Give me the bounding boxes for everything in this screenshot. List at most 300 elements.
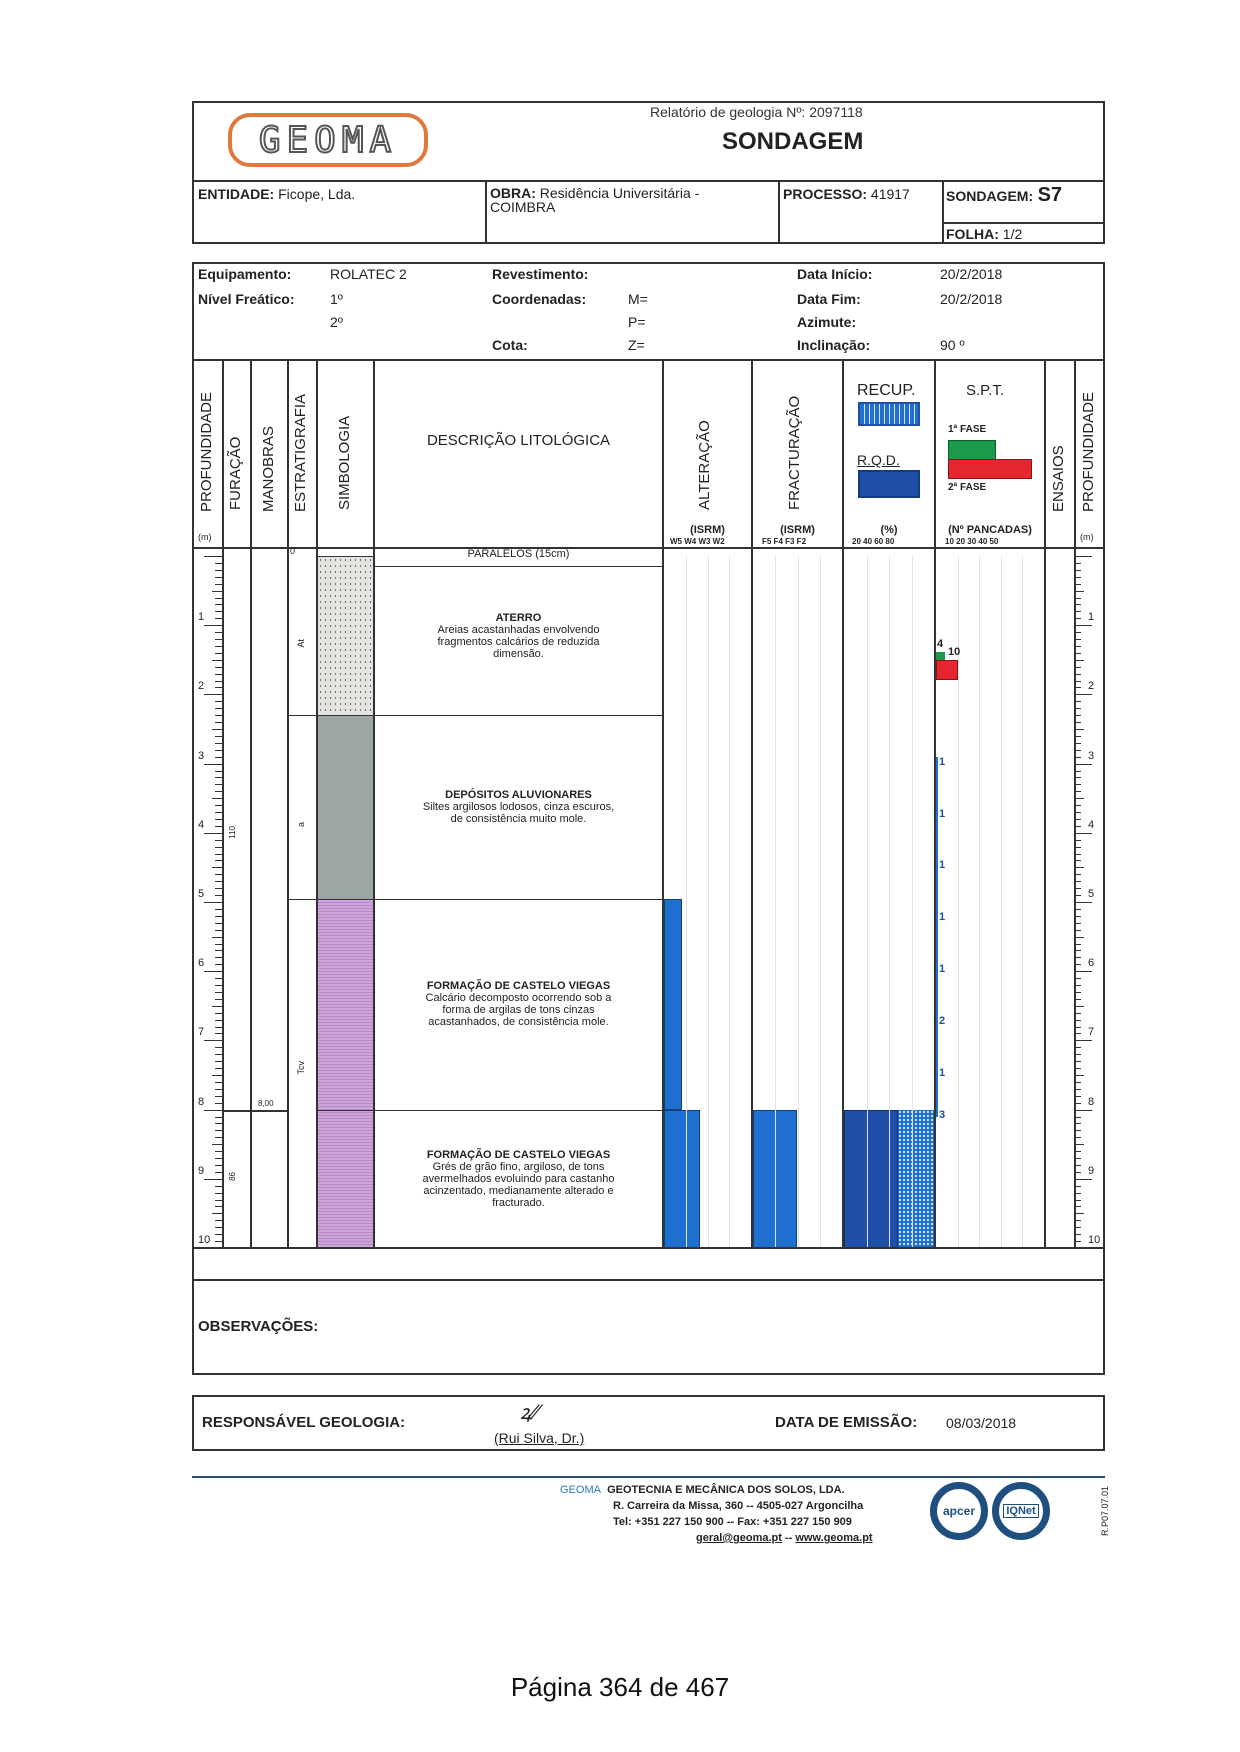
- page-number: Página 364 de 467: [510, 1672, 730, 1702]
- depth-tick: [215, 639, 222, 640]
- alteracao-unit: (ISRM): [690, 524, 725, 536]
- depth-tick: [1074, 944, 1081, 945]
- depth-tick: [215, 791, 222, 792]
- depth-label-left: 8: [198, 1095, 205, 1108]
- depth-tick: [1074, 1137, 1081, 1138]
- depth-tick: [215, 1082, 222, 1083]
- depth-tick: [1074, 1117, 1081, 1118]
- depth-tick: [215, 992, 222, 993]
- col-profundidade-unit: (m): [198, 532, 212, 542]
- depth-tick: [215, 1013, 222, 1014]
- layer-divider: [373, 1110, 662, 1111]
- depth-tick: [1074, 1027, 1081, 1028]
- depth-tick: [215, 895, 222, 896]
- signature: ꝝ⁄⁄: [520, 1400, 539, 1424]
- depth-tick: [1074, 1082, 1081, 1083]
- cell-divider: [942, 222, 1105, 224]
- depth-tick: [215, 1123, 222, 1124]
- footer-contacts: [696, 1532, 873, 1544]
- col-alteracao: ALTERAÇÃO: [696, 420, 713, 510]
- depth-tick: [204, 556, 222, 557]
- col-line: [222, 359, 224, 1248]
- chart-gridline: [867, 556, 868, 1248]
- spt-axis: [936, 757, 938, 1117]
- furacao-label: 86: [228, 1171, 237, 1181]
- cell-divider: [942, 180, 944, 244]
- layer-description-line: acinzentado, medianamente alterado e: [423, 1184, 614, 1197]
- strat-divider: [287, 899, 316, 900]
- depth-tick: [1074, 646, 1081, 647]
- layer-title: ATERRO: [495, 611, 542, 624]
- layer-description-line: acastanhados, de consistência mole.: [428, 1016, 609, 1029]
- depth-label-right: 3: [1088, 749, 1095, 762]
- depth-tick: [1074, 1047, 1081, 1048]
- depth-label-right: 9: [1088, 1164, 1095, 1177]
- depth-tick: [215, 1103, 222, 1104]
- depth-label-right: 2: [1088, 680, 1095, 693]
- footer-phone: Tel: +351 227 150 900 -- Fax: +351 227 150 909: [613, 1516, 852, 1528]
- depth-tick: [212, 729, 222, 730]
- depth-tick: [1074, 694, 1092, 695]
- depth-tick: [1074, 1068, 1081, 1069]
- depth-tick: [1074, 999, 1081, 1000]
- depth-tick: [215, 964, 222, 965]
- depth-tick: [212, 591, 222, 592]
- depth-tick: [1074, 777, 1081, 778]
- depth-tick: [215, 923, 222, 924]
- depth-tick: [215, 847, 222, 848]
- col-fracturacao: FRACTURAÇÃO: [786, 395, 803, 510]
- depth-tick: [215, 611, 222, 612]
- rqd-label: R.Q.D.: [857, 452, 900, 468]
- depth-tick: [215, 618, 222, 619]
- layer-description-line: Areias acastanhadas envolvendo: [437, 623, 600, 636]
- nivel-freatico-label: Nível Freático:: [198, 291, 295, 307]
- depth-tick: [1074, 860, 1081, 861]
- depth-tick: [1074, 971, 1092, 972]
- depth-tick: [215, 1151, 222, 1152]
- strat-divider: [287, 715, 316, 716]
- obra-value-1: Residência Universitária -: [539, 185, 700, 201]
- layer-description: [375, 1149, 662, 1209]
- depth-tick: [1074, 771, 1081, 772]
- layer-description-line: fracturado.: [492, 1196, 545, 1209]
- depth-tick: [215, 771, 222, 772]
- depth-tick: [204, 971, 222, 972]
- depth-tick: [1074, 639, 1081, 640]
- depth-tick: [215, 1033, 222, 1034]
- depth-tick: [1074, 722, 1081, 723]
- depth-tick: [215, 1220, 222, 1221]
- chart-gridline: [820, 556, 821, 1248]
- chart-gridline: [798, 556, 799, 1248]
- footer-website[interactable]: www.geoma.pt: [795, 1532, 873, 1544]
- depth-tick: [1074, 930, 1081, 931]
- iqnet-text: IQNet: [1003, 1504, 1038, 1518]
- depth-tick: [1074, 674, 1081, 675]
- layer-title: FORMAÇÃO DE CASTELO VIEGAS: [426, 1148, 611, 1161]
- depth-tick: [1074, 708, 1081, 709]
- depth-tick: [1074, 632, 1081, 633]
- depth-tick: [215, 1206, 222, 1207]
- alteracao-bar: [664, 1110, 700, 1248]
- cell-divider: [778, 180, 780, 244]
- depth-tick: [215, 860, 222, 861]
- depth-label-right: 5: [1088, 888, 1095, 900]
- azimute-label: Azimute:: [797, 314, 857, 330]
- layer-description-line: dimensão.: [493, 647, 544, 660]
- depth-tick: [215, 950, 222, 951]
- depth-tick: [212, 867, 222, 868]
- depth-label-right: 4: [1088, 818, 1095, 831]
- depth-tick: [215, 750, 222, 751]
- depth-tick: [215, 701, 222, 702]
- footer-company-name: GEOTECNIA E MECÂNICA DOS SOLOS, LDA.: [607, 1484, 845, 1496]
- spt-value: 1: [939, 963, 946, 976]
- depth-tick: [215, 888, 222, 889]
- footer-company: [560, 1484, 845, 1496]
- depth-tick: [1074, 916, 1081, 917]
- depth-tick: [215, 784, 222, 785]
- col-profundidade: PROFUNDIDADE: [198, 391, 215, 512]
- depth-tick: [215, 1186, 222, 1187]
- recup-label: RECUP.: [857, 382, 916, 399]
- depth-tick: [1074, 681, 1081, 682]
- chart-gridline: [708, 556, 709, 1248]
- depth-tick: [215, 1117, 222, 1118]
- depth-tick: [204, 625, 222, 626]
- obs-top-line: [192, 1279, 1105, 1281]
- depth-tick: [215, 653, 222, 654]
- depth-tick: [215, 840, 222, 841]
- depth-tick: [215, 632, 222, 633]
- depth-tick: [1074, 584, 1081, 585]
- col-profundidade-right-unit: (m): [1080, 532, 1094, 542]
- sondagem-value: S7: [1037, 184, 1063, 206]
- depth-tick: [1074, 964, 1081, 965]
- depth-tick: [1074, 598, 1081, 599]
- manobra-label: 8,00: [258, 1098, 274, 1108]
- depth-tick: [1074, 563, 1081, 564]
- depth-tick: [1074, 937, 1084, 938]
- symbology-layer: [318, 1110, 373, 1248]
- depth-tick: [1074, 1096, 1081, 1097]
- depth-tick: [215, 1054, 222, 1055]
- col-line: [250, 359, 252, 1248]
- fracturacao-unit: (ISRM): [780, 524, 815, 536]
- depth-label-right: 7: [1088, 1026, 1095, 1039]
- depth-tick: [215, 1137, 222, 1138]
- depth-tick: [215, 1096, 222, 1097]
- depth-tick: [215, 1227, 222, 1228]
- obra-label: OBRA:: [490, 185, 536, 201]
- depth-tick: [215, 819, 222, 820]
- signature-name: (Rui Silva, Dr.): [494, 1430, 585, 1446]
- depth-tick: [1074, 1213, 1084, 1214]
- depth-tick: [1074, 909, 1081, 910]
- depth-tick: [1074, 556, 1092, 557]
- layer-description: [375, 789, 662, 825]
- depth-tick: [215, 674, 222, 675]
- layer-description-line: de consistência muito mole.: [450, 812, 587, 825]
- depth-tick: [215, 1130, 222, 1131]
- depth-tick: [1074, 1006, 1084, 1007]
- depth-label-right: 8: [1088, 1095, 1095, 1108]
- rqd-legend-swatch: [858, 470, 920, 498]
- doc-code: R.P07.07.01: [1100, 1486, 1110, 1537]
- depth-tick: [1074, 1144, 1084, 1145]
- depth-tick: [1074, 1151, 1081, 1152]
- depth-tick: [215, 881, 222, 882]
- spt-fase1-label: 1ª FASE: [948, 424, 987, 435]
- spt-fase2-swatch: [948, 459, 1032, 479]
- depth-tick: [1074, 798, 1084, 799]
- col-descricao: DESCRIÇÃO LITOLÓGICA: [426, 432, 611, 449]
- chart-gridline: [729, 556, 730, 1248]
- layer-description-line: avermelhados evoluindo para castanho: [422, 1172, 615, 1185]
- apcer-cert-logo: [930, 1482, 988, 1540]
- symbology-layer: [318, 715, 373, 898]
- depth-tick: [215, 777, 222, 778]
- col-line: [1044, 359, 1046, 1248]
- header-divider: [192, 180, 1105, 182]
- depth-tick: [1074, 618, 1081, 619]
- recup-scale: 20 40 60 80: [852, 537, 895, 546]
- chart-gridline: [775, 556, 776, 1248]
- depth-tick: [1074, 992, 1081, 993]
- chart-gridline: [1022, 556, 1023, 1248]
- folha-label: FOLHA:: [946, 226, 999, 242]
- depth-tick: [204, 1110, 222, 1111]
- depth-tick: [1074, 867, 1084, 868]
- depth-tick: [1074, 1075, 1084, 1076]
- strat-label: At: [296, 639, 306, 648]
- coord-p: P=: [628, 314, 646, 330]
- info-divider: [192, 359, 1105, 361]
- sondagem-field: [946, 184, 1062, 207]
- depth-tick: [215, 1068, 222, 1069]
- depth-tick: [215, 715, 222, 716]
- depth-tick: [1074, 1061, 1081, 1062]
- depth-label-left: 9: [198, 1164, 205, 1177]
- depth-tick: [1074, 743, 1081, 744]
- depth-tick: [1074, 660, 1084, 661]
- equipamento-value: ROLATEC 2: [330, 266, 407, 282]
- depth-tick: [1074, 888, 1081, 889]
- depth-tick: [215, 743, 222, 744]
- depth-label-left: 5: [198, 888, 205, 900]
- iqnet-cert-logo: [992, 1482, 1050, 1540]
- data-emissao-value: 08/03/2018: [946, 1415, 1017, 1431]
- col-furacao: FURAÇÃO: [227, 436, 244, 510]
- observacoes-label: OBSERVAÇÕES:: [198, 1318, 319, 1335]
- depth-tick: [1074, 1220, 1081, 1221]
- equipamento-label: Equipamento:: [198, 266, 292, 282]
- depth-tick: [1074, 881, 1081, 882]
- depth-tick: [1074, 1241, 1081, 1242]
- depth-tick: [204, 1179, 222, 1180]
- chart-gridline: [979, 556, 980, 1248]
- depth-tick: [1074, 729, 1084, 730]
- nivel-2: 2º: [330, 314, 343, 330]
- depth-tick: [212, 1006, 222, 1007]
- col-simbologia: SIMBOLOGIA: [336, 415, 353, 510]
- layer-divider: [373, 899, 662, 900]
- depth-tick: [1074, 1179, 1092, 1180]
- depth-tick: [1074, 1200, 1081, 1201]
- depth-tick: [1074, 1165, 1081, 1166]
- depth-tick: [1074, 791, 1081, 792]
- footer-email[interactable]: geral@geoma.pt: [696, 1532, 782, 1544]
- depth-tick: [1074, 1158, 1081, 1159]
- layer-description-line: fragmentos calcários de reduzida: [437, 635, 600, 648]
- folha-field: [946, 226, 1022, 242]
- depth-tick: [215, 978, 222, 979]
- data-emissao-label: DATA DE EMISSÃO:: [775, 1414, 918, 1431]
- depth-tick: [215, 854, 222, 855]
- revestimento-label: Revestimento:: [492, 266, 589, 282]
- depth-tick: [1074, 570, 1081, 571]
- data-fim-label: Data Fim:: [797, 291, 861, 307]
- report-number: Relatório de geologia Nº: 2097118: [650, 104, 863, 120]
- spt-value: 3: [939, 1108, 946, 1121]
- depth-label-right: 1: [1088, 611, 1095, 624]
- depth-tick: [212, 1144, 222, 1145]
- depth-tick: [215, 1089, 222, 1090]
- depth-tick: [215, 1241, 222, 1242]
- depth-tick: [1074, 750, 1081, 751]
- depth-label-left: 7: [198, 1026, 205, 1039]
- depth-label-left: 4: [198, 818, 205, 831]
- depth-tick: [1074, 805, 1081, 806]
- depth-tick: [215, 563, 222, 564]
- layer-title: DEPÓSITOS ALUVIONARES: [445, 788, 592, 801]
- depth-tick: [1074, 715, 1081, 716]
- footer-line: [192, 1476, 1105, 1478]
- depth-tick: [215, 681, 222, 682]
- paralelos-label: PARALELOS (15cm): [375, 548, 662, 567]
- depth-label-left: 3: [198, 749, 205, 762]
- depth-tick: [215, 874, 222, 875]
- recup-legend-swatch: [858, 402, 920, 426]
- depth-tick: [215, 944, 222, 945]
- depth-tick: [1074, 667, 1081, 668]
- footer-address: R. Carreira da Missa, 360 -- 4505-027 Argoncilha: [613, 1500, 864, 1512]
- apcer-text: apcer: [942, 1504, 976, 1518]
- depth-tick: [215, 667, 222, 668]
- spt-value: 1: [939, 755, 946, 768]
- depth-tick: [1074, 847, 1081, 848]
- depth-tick: [1074, 950, 1081, 951]
- page-title: SONDAGEM: [722, 128, 864, 155]
- col-estratigrafia: ESTRATIGRAFIA: [292, 393, 309, 512]
- depth-tick: [215, 722, 222, 723]
- depth-tick: [1074, 923, 1081, 924]
- depth-tick: [1074, 874, 1081, 875]
- layer-description: [375, 612, 662, 660]
- spt-scale: 10 20 30 40 50: [945, 537, 999, 546]
- footer-brand: GEOMA: [560, 1484, 601, 1496]
- logo-text: GEOMA: [258, 119, 398, 161]
- depth-tick: [1074, 902, 1092, 903]
- depth-tick: [1074, 604, 1081, 605]
- depth-tick: [1074, 1130, 1081, 1131]
- obra-field: [490, 186, 699, 214]
- depth-tick: [215, 985, 222, 986]
- depth-tick: [215, 930, 222, 931]
- depth-tick: [215, 999, 222, 1000]
- depth-tick: [215, 1193, 222, 1194]
- depth-tick: [215, 1158, 222, 1159]
- depth-tick: [215, 909, 222, 910]
- depth-tick: [1074, 819, 1081, 820]
- folha-value: 1/2: [1002, 226, 1023, 242]
- spt-value: 1: [939, 1067, 946, 1079]
- depth-tick: [1074, 1020, 1081, 1021]
- strat-label: Tcv: [296, 1061, 306, 1075]
- depth-tick: [215, 1234, 222, 1235]
- depth-tick: [1074, 1186, 1081, 1187]
- processo-value: 41917: [870, 186, 910, 202]
- data-fim-value: 20/2/2018: [940, 291, 1003, 307]
- depth-tick: [212, 798, 222, 799]
- depth-tick: [1074, 978, 1081, 979]
- depth-tick: [215, 708, 222, 709]
- layer-description-line: Calcário decomposto ocorrendo sob a: [425, 992, 612, 1005]
- coord-z: Z=: [628, 337, 645, 353]
- depth-tick: [215, 1200, 222, 1201]
- depth-tick: [1074, 591, 1084, 592]
- spt-fase1-swatch: [948, 440, 996, 460]
- furacao-label: 110: [228, 825, 237, 839]
- strat-label: a: [296, 822, 306, 828]
- depth-tick: [215, 604, 222, 605]
- depth-tick: [215, 598, 222, 599]
- nivel-1: 1º: [330, 291, 343, 307]
- depth-tick: [204, 833, 222, 834]
- depth-tick: [1074, 1172, 1081, 1173]
- depth-label-zero: 0: [290, 546, 296, 556]
- processo-field: [783, 186, 910, 202]
- depth-label-left: 10: [198, 1234, 211, 1246]
- cota-label: Cota:: [492, 337, 528, 353]
- chart-gridline: [912, 556, 913, 1248]
- layer-description-line: Grés de grão fino, argiloso, de tons: [432, 1160, 605, 1173]
- entidade-value: Ficope, Lda.: [278, 186, 356, 202]
- coordenadas-label: Coordenadas:: [492, 291, 587, 307]
- depth-tick: [204, 764, 222, 765]
- depth-tick: [212, 1213, 222, 1214]
- data-inicio-label: Data Início:: [797, 266, 873, 282]
- depth-tick: [215, 1165, 222, 1166]
- recup-bar: [898, 1110, 934, 1248]
- coord-m: M=: [628, 291, 648, 307]
- depth-tick: [1074, 1206, 1081, 1207]
- depth-tick: [212, 1075, 222, 1076]
- col-profundidade-right: PROFUNDIDADE: [1080, 391, 1097, 512]
- spt-value: 2: [939, 1015, 946, 1028]
- depth-tick: [1074, 1013, 1081, 1014]
- fracturacao-scale: F5 F4 F3 F2: [762, 537, 807, 546]
- col-line: [1074, 359, 1076, 1248]
- spt-fase1-bar: [936, 652, 945, 660]
- depth-tick: [1074, 1123, 1081, 1124]
- depth-tick: [1074, 812, 1081, 813]
- spt-label: S.P.T.: [966, 382, 1005, 399]
- depth-tick: [215, 916, 222, 917]
- entidade-field: [198, 186, 355, 202]
- spt-fase2-label: 2ª FASE: [948, 482, 987, 493]
